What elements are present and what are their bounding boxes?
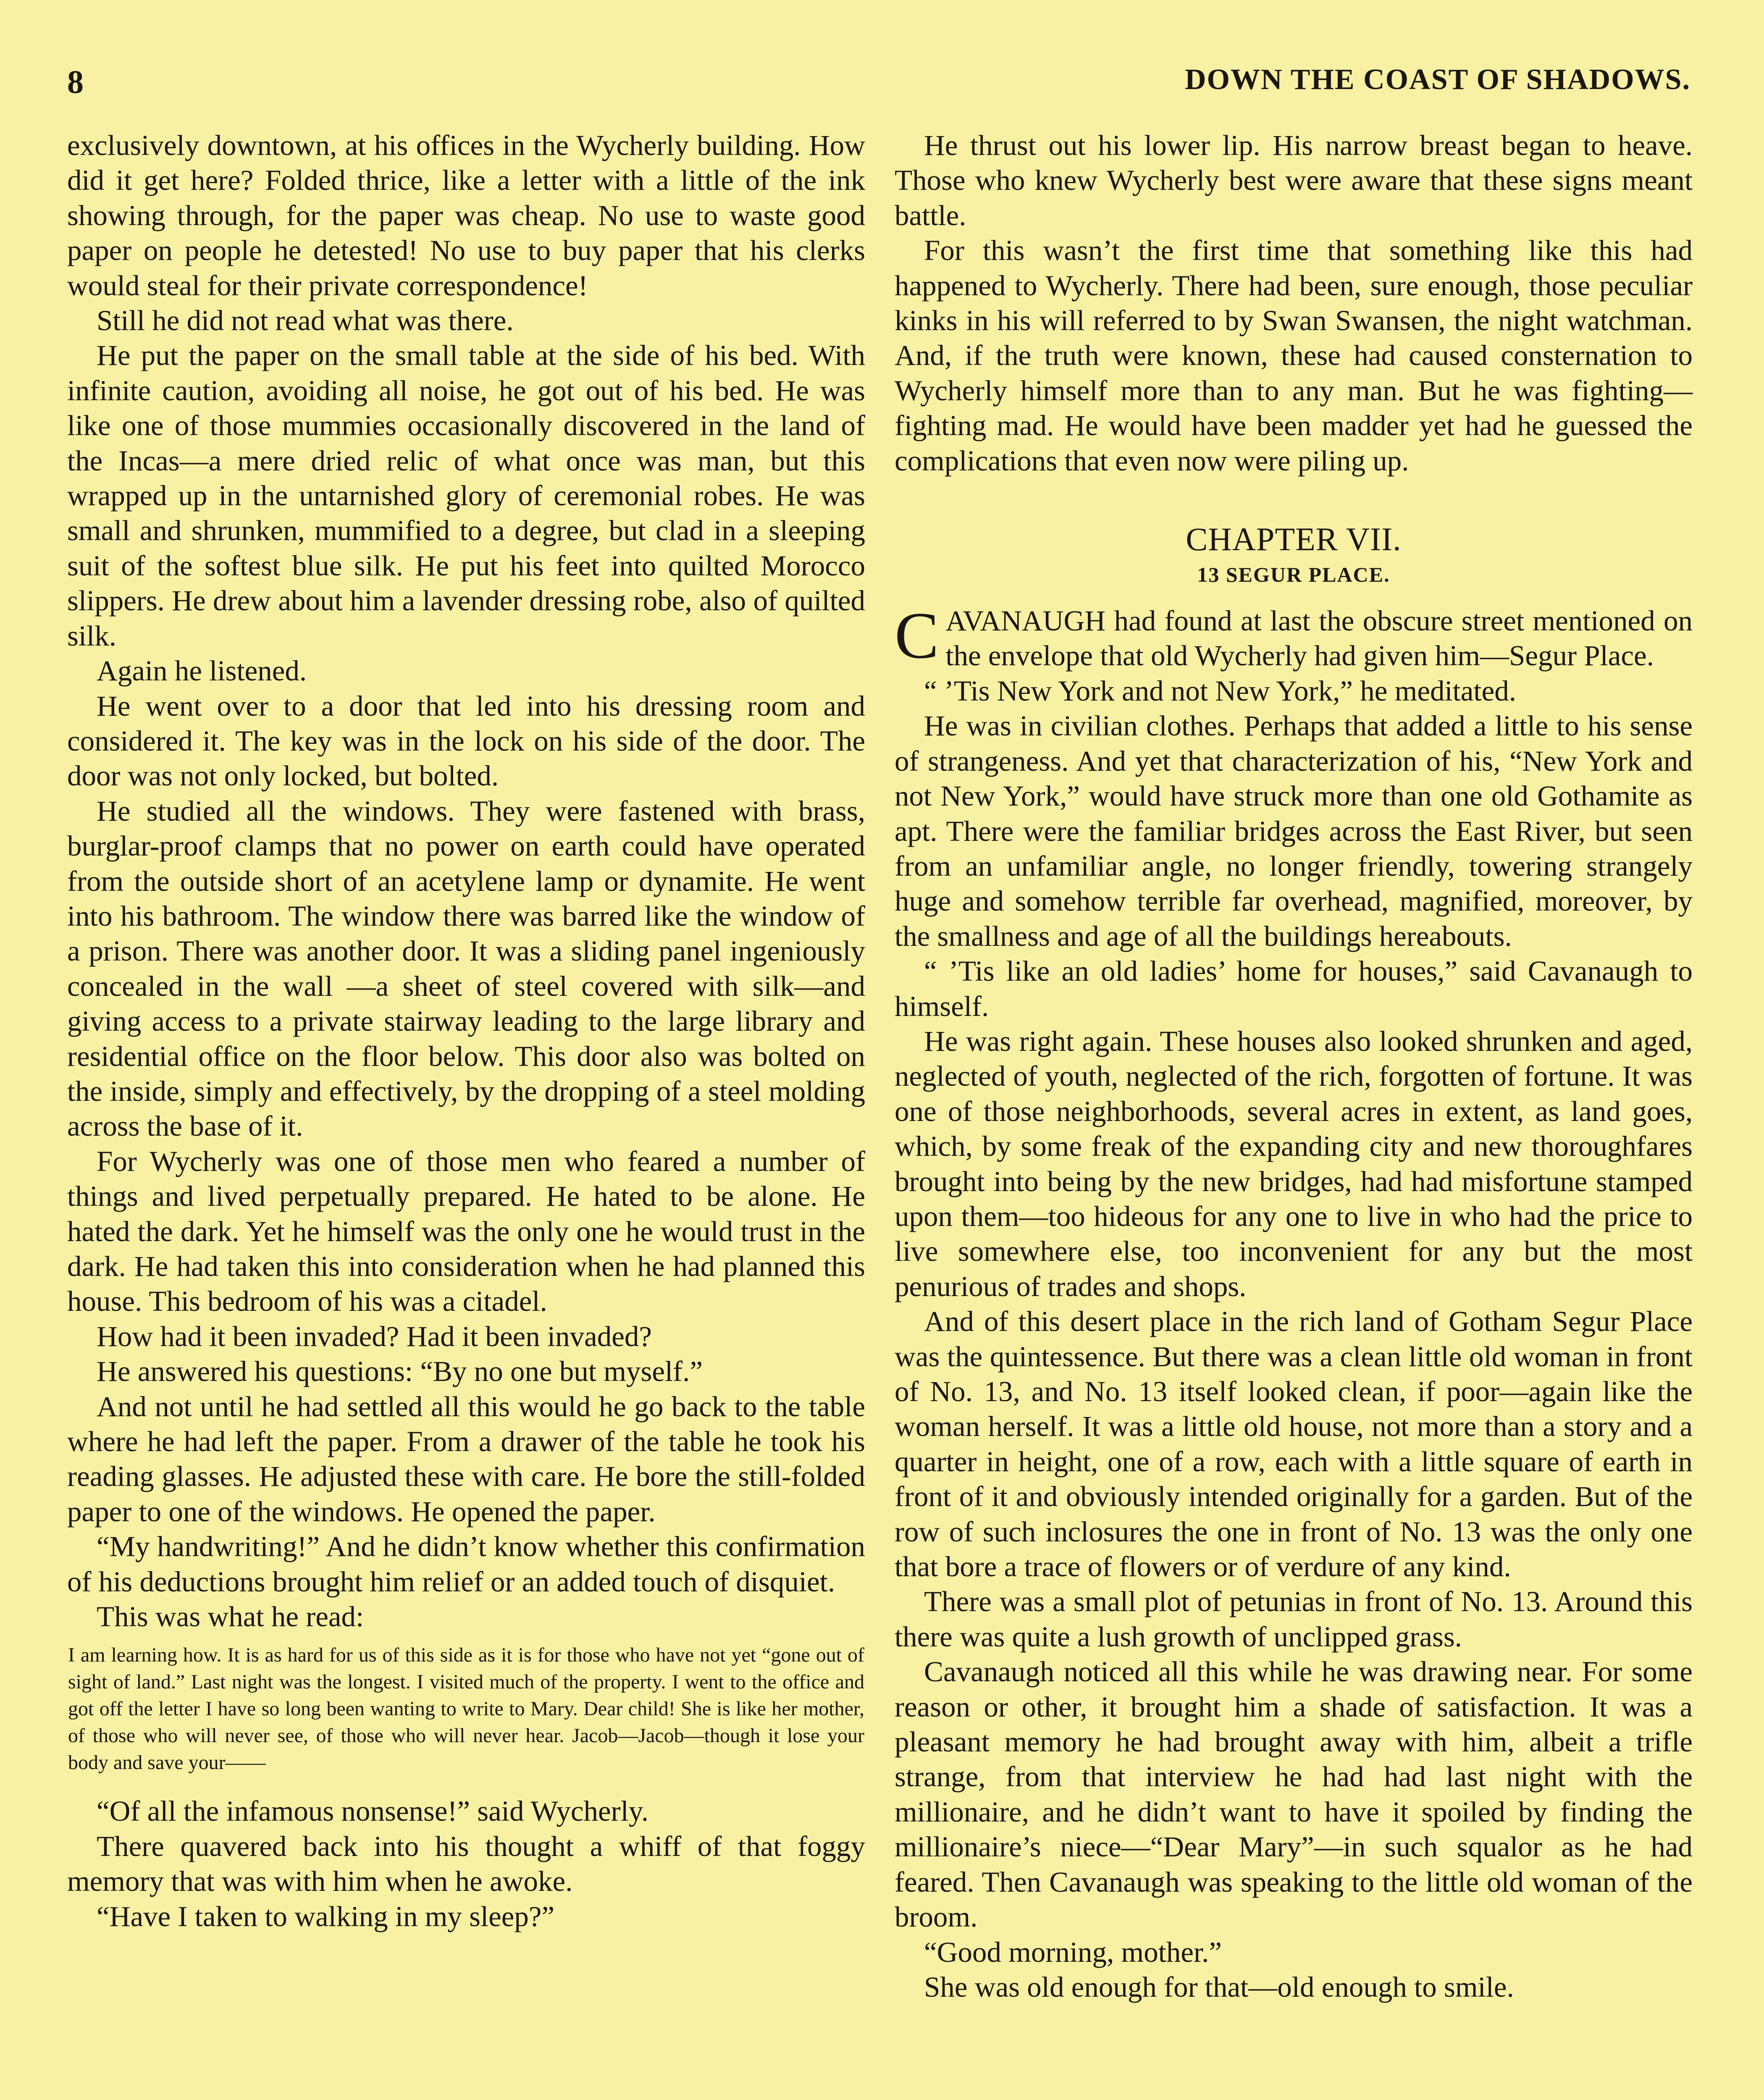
paragraph: “ ’Tis New York and not New York,” he meditated. xyxy=(924,675,1516,707)
quoted-letter: I am learning how. It is as hard for us of this side as it is for those who have not yet “gone out of sight of land.” Last night was the longest. I visited much of the property. I went to the office and got off the letter I have so long been wanting to write to Mary. Dear child! She is like her mother, of those who will never see, of those who will never hear. Jacob—Jacob—though it lose your body and save your—— xyxy=(68,1644,864,1774)
paragraph: He answered his questions: “By no one but myself.” xyxy=(97,1355,703,1388)
paragraph: Cavanaugh noticed all this while he was drawing near. For some reason or other, it brought him a shade of satisfaction. It was a pleasant memory he had brought away with him, albeit a trifle strange, from that interview he had had last night with the millionaire, and he didn’t want to have it spoiled by finding the millionaire’s niece—“Dear Mary”—in such squalor as he had feared. Then Cavanaugh was speaking to the little old woman of the broom. xyxy=(895,1656,1693,1933)
paragraph: And of this desert place in the rich land of Gotham Segur Place was the quintessence. But there was a clean little old woman in front of No. 13, and No. 13 itself looked clean, if poor—again like the woman herself. It was a little old house, not more than a story and a quarter in height, one of a row, each with a little square of earth in front of it and obviously intended originally for a garden. But of the row of such inclosures the one in front of No. 13 was the only one that bore a trace of flowers or of verdure of any kind. xyxy=(895,1305,1693,1583)
left-column xyxy=(67,128,865,1934)
paragraph: He was right again. These houses also looked shrunken and aged, neglected of youth, neglected of the rich, forgotten of fortune. It was one of those neighborhoods, several acres in extent, as land goes, which, by some freak of the expanding city and new thoroughfares brought into being by the new bridges, had had misfortune stamped upon them—too hideous for any one to live in who had the price to live somewhere else, too inconvenient for any but the most penurious of trades and shops. xyxy=(895,1025,1693,1302)
drop-cap: C xyxy=(895,599,939,673)
paragraph: For this wasn’t the first time that something like this had happened to Wycherly. There had been, sure enough, those peculiar kinks in his will referred to by Swan Swansen, the night watchman. And, if the truth were known, these had caused consternation to Wycherly himself more than to any man. But he was fighting—fighting mad. He would have been madder yet had he guessed the complications that even now were piling up. xyxy=(895,234,1693,477)
paragraph: And not until he had settled all this would he go back to the table where he had left the paper. From a drawer of the table he took his reading glasses. He adjusted these with care. He bore the still-folded paper to one of the windows. He opened the paper. xyxy=(67,1390,865,1528)
paragraph: She was old enough for that—old enough to smile. xyxy=(924,1971,1514,2003)
paragraph: For Wycherly was one of those men who feared a number of things and lived perpetually prepared. He hated to be alone. He hated the dark. Yet he himself was the only one he would trust in the dark. He had taken this into consideration when he had planned this house. This bedroom of his was a citadel. xyxy=(67,1145,865,1318)
chapter-subtitle: 13 SEGUR PLACE. xyxy=(1197,563,1390,587)
paragraph: “Have I taken to walking in my sleep?” xyxy=(97,1900,555,1932)
chapter-heading: CHAPTER VII. xyxy=(1186,521,1402,558)
paragraph: “Of all the infamous nonsense!” said Wycherly. xyxy=(97,1795,649,1827)
paragraph: How had it been invaded? Had it been invaded? xyxy=(97,1320,652,1352)
page-number: 8 xyxy=(67,63,84,100)
paragraph: This was what he read: xyxy=(97,1601,364,1633)
paragraph: exclusively downtown, at his offices in the Wycherly building. How did it get here? Folded thrice, like a letter with a little of the ink showing through, for the paper was cheap. No use to waste good paper on people he detested! No use to buy paper that his clerks would steal for their private correspondence! xyxy=(67,129,865,302)
right-column xyxy=(895,128,1693,2005)
running-title: DOWN THE COAST OF SHADOWS. xyxy=(1185,63,1690,96)
paragraph: “Good morning, mother.” xyxy=(924,1936,1222,1968)
paragraph: “My handwriting!” And he didn’t know whether this confirmation of his deductions brought him relief or an added touch of disquiet. xyxy=(67,1530,865,1598)
paragraph: There quavered back into his thought a whiff of that foggy memory that was with him when he awoke. xyxy=(67,1830,865,1898)
paragraph: He put the paper on the small table at the side of his bed. With infinite caution, avoiding all noise, he got out of his bed. He was like one of those mummies occasionally discovered in the land of the Incas—a mere dried relic of what once was man, but this wrapped up in the untarnished glory of ceremonial robes. He was small and shrunken, mummified to a degree, but clad in a sleeping suit of the softest blue silk. He put his feet into quilted Morocco slippers. He drew about him a lavender dressing robe, also of quilted silk. xyxy=(67,339,865,652)
paragraph: “ ’Tis like an old ladies’ home for houses,” said Cavanaugh to himself. xyxy=(895,955,1693,1022)
paragraph: Again he listened. xyxy=(97,655,307,687)
paragraph: Still he did not read what was there. xyxy=(97,304,514,337)
paragraph: There was a small plot of petunias in front of No. 13. Around this there was quite a lush growth of unclipped grass. xyxy=(895,1586,1693,1653)
paragraph: He went over to a door that led into his dressing room and considered it. The key was in the lock on his side of the door. The door was not only locked, but bolted. xyxy=(67,690,865,792)
chapter-first-paragraph xyxy=(895,599,1693,674)
paragraph: He thrust out his lower lip. His narrow breast began to heave. Those who knew Wycherly best were aware that these signs meant battle. xyxy=(895,129,1693,231)
first-paragraph-text: AVANAUGH had found at last the obscure street mentioned on the envelope that old Wycherly had given him—Segur Place. xyxy=(945,605,1693,672)
paragraph: He studied all the windows. They were fastened with brass, burglar-proof clamps that no power on earth could have operated from the outside short of an acetylene lamp or dynamite. He went into his bathroom. The window there was barred like the window of a prison. There was another door. It was a sliding panel ingeniously concealed in the wall —a sheet of steel covered with silk—and giving access to a private stairway leading to the large library and residential office on the floor below. This door also was bolted on the inside, simply and effectively, by the dropping of a steel molding across the base of it. xyxy=(67,795,865,1142)
paragraph: He was in civilian clothes. Perhaps that added a little to his sense of strangeness. And yet that characterization of his, “New York and not New York,” would have struck more than one old Gothamite as apt. There were the familiar bridges across the East River, but seen from an unfamiliar angle, no longer friendly, towering strangely huge and somehow terrible far overhead, magnified, moreover, by the smallness and age of all the buildings hereabouts. xyxy=(895,710,1693,952)
